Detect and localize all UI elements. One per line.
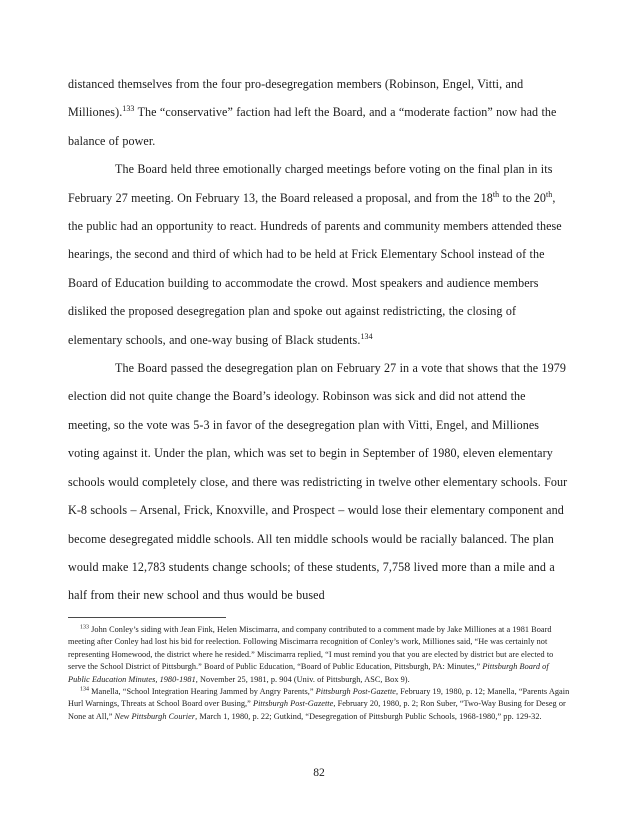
text-run: Manella, “School Integration Hearing Jammed by Angry Parents,”	[89, 687, 316, 697]
body-paragraphs-container	[68, 70, 570, 610]
footnote-reference-marker: th	[545, 189, 553, 199]
body-paragraph	[68, 354, 570, 610]
citation-title: Pittsburgh Post-Gazette	[252, 699, 334, 709]
citation-title: Pittsburgh Post-Gazette	[315, 687, 396, 697]
footnote-entry	[68, 624, 570, 686]
text-run: , November 25, 1981, p. 904 (Univ. of Pittsburgh, ASC, Box 9).	[195, 674, 410, 684]
text-run: , March 1, 1980, p. 22; Gutkind, “Desegregation of Pittsburgh Public Schools, 1968-1980,” pp. 129-32.	[195, 711, 542, 721]
footnote-separator-rule	[68, 617, 226, 618]
text-run: The Board passed the desegregation plan on February 27 in a vote that shows that the 1979 election did not quite change the Board’s ideology. Robinson was sick and did not attend the meeting, so the vote was 5-3 in favor of the desegregation plan with Vitti, Engel, and Milliones voting against it. Under the plan, which was set to begin in September of 1980, eleven elementary schools would completely close, and there was redistricting in twelve other elementary schools. Four K-8 schools – Arsenal, Frick, Knoxville, and Prospect – would lose their elementary component and become desegregated middle schools. All ten middle schools would be racially balanced. The plan would make 12,783 students change schools; of these students, 7,758 lived more than a mile and a half from their new school and thus would be bused	[68, 361, 568, 603]
footnote-reference-marker: 134	[360, 331, 373, 341]
footnote-entry	[68, 686, 570, 723]
footnote-number: 134	[80, 686, 90, 693]
text-run: The “conservative” faction had left the Board, and a “moderate faction” now had the balance of power.	[68, 105, 557, 148]
text-run: to the 20	[499, 190, 546, 205]
citation-title: Pittsburgh Board of Public Education Minutes, 1980-1981	[68, 662, 549, 684]
body-paragraph	[68, 70, 570, 155]
citation-title: New Pittsburgh Courier	[114, 711, 196, 721]
footnote-reference-marker: 133	[122, 104, 135, 114]
page-number: 82	[313, 766, 325, 779]
footnote-reference-marker: th	[492, 189, 500, 199]
text-run: , February 20, 1980, p. 2; Ron Suber, “Two-Way Busing for Deseg or None at All,”	[68, 699, 566, 721]
footnote-number: 133	[80, 624, 90, 631]
text-run: , February 19, 1980, p. 12; Manella, “Parents Again Hurl Warnings, Threats at School Board over Busing,”	[68, 687, 570, 709]
text-run: distanced themselves from the four pro-desegregation members (Robinson, Engel, Vitti, and Milliones).	[68, 77, 524, 120]
text-run: John Conley’s siding with Jean Fink, Helen Miscimarra, and company contributed to a comment made by Jake Milliones at a 1981 Board meeting after Conley had lost his bid for reelection. Following Miscimarra recognition of Conley’s work, Milliones said, “He was certainly not representing Homewood, the district where he resided.” Miscimarra replied, “I must remind you that you are elected by district but are elected to serve the School District of Pittsburgh.” Board of Public Education, “Board of Public Education, Pittsburgh, PA: Minutes,”	[68, 625, 554, 672]
body-paragraph	[68, 155, 570, 354]
footnote-area	[68, 617, 570, 723]
text-run: , the public had an opportunity to react. Hundreds of parents and community members attended these hearings, the second and third of which had to be held at Frick Elementary School instead of the Board of Education building to accommodate the crowd. Most speakers and audience members disliked the proposed desegregation plan and spoke out against redistricting, the closing of elementary schools, and one-way busing of Black students.	[68, 190, 562, 347]
footnotes-container	[68, 624, 570, 723]
text-run: The Board held three emotionally charged meetings before voting on the final plan in its February 27 meeting. On February 13, the Board released a proposal, and from the 18	[68, 162, 553, 205]
page-body-text	[68, 70, 570, 610]
